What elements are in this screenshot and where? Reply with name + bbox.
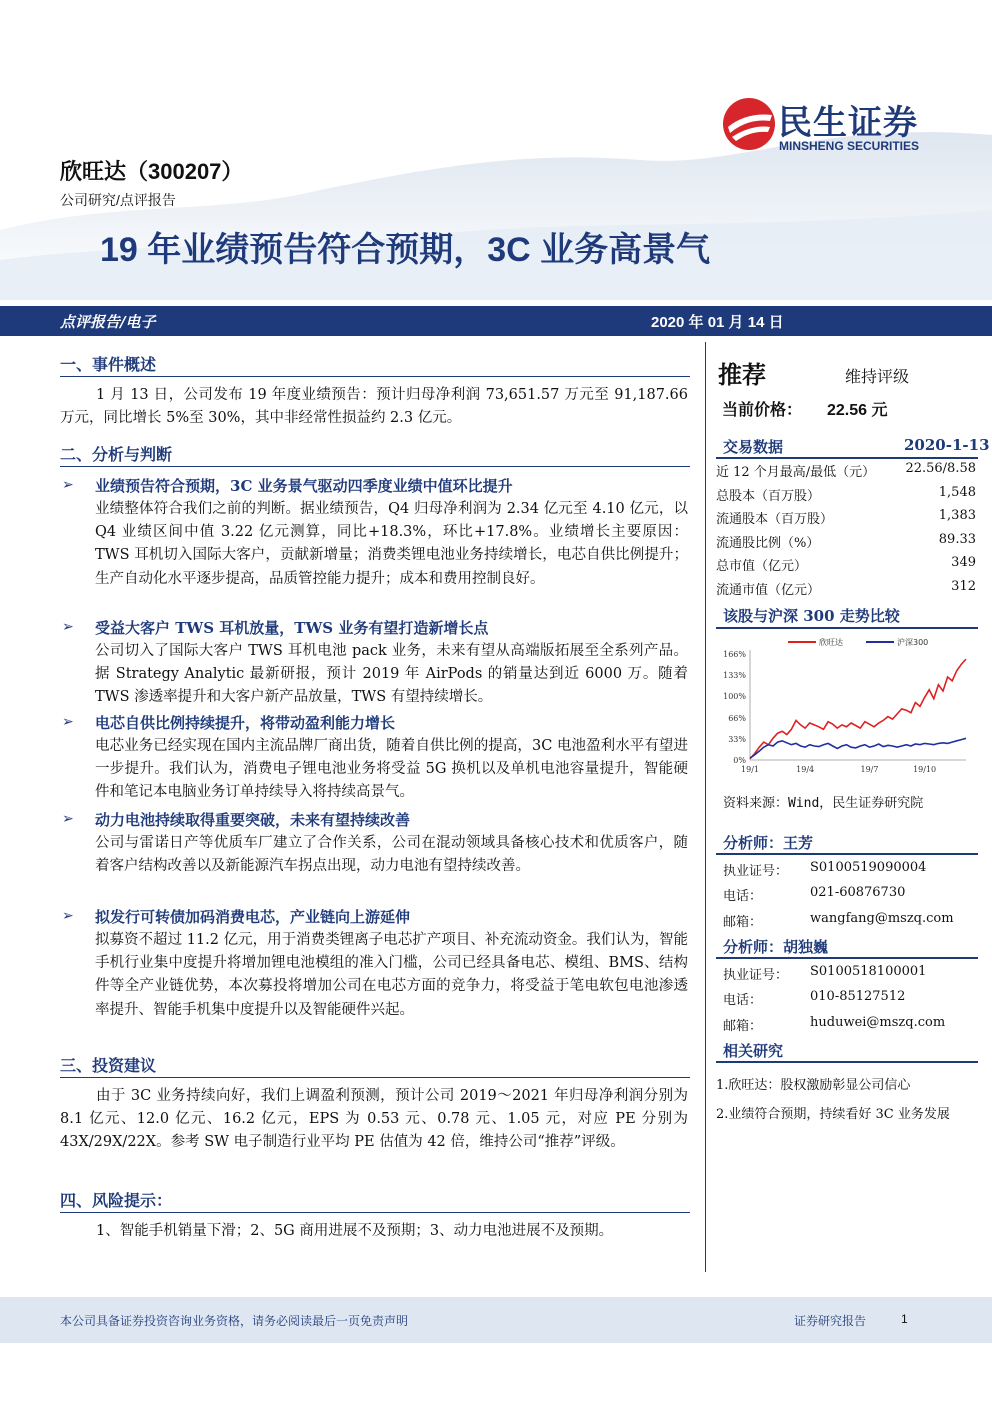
bullet-arrow-icon: ➢ <box>62 811 74 827</box>
bullet-arrow-icon: ➢ <box>62 477 74 493</box>
analysis-item-body: 拟募资不超过 11.2 亿元，用于消费类锂离子电芯扩产项目、补充流动资金。我们认为，智能手机行业集中度提升将增加锂电池模组的准入门槛，公司已经具备电芯、模组、BMS、结构件等全产业链优势，本次募投将增加公司在电芯方面的竞争力，将受益于笔电软包电池渗透率提升、智能手机集中度提升以及智能硬件兴起。 <box>95 932 688 1018</box>
report-headline: 19 年业绩预告符合预期，3C 业务高景气 <box>100 231 711 269</box>
legend-label: 欣旺达 <box>819 638 843 647</box>
rating-status: 维持评级 <box>845 369 910 386</box>
analysis-item-title: 动力电池持续取得重要突破，未来有望持续改善 <box>95 811 411 829</box>
table-row <box>716 485 976 509</box>
trade-data-divider <box>716 457 978 459</box>
x-tick-label: 19/10 <box>913 765 937 774</box>
section-title-4: 四、风险提示： <box>60 1191 173 1210</box>
trend-chart <box>716 632 978 782</box>
row-label: 流通市值（亿元） <box>716 582 821 598</box>
analyst-divider <box>716 853 978 855</box>
investment-paragraph: 由于 3C 业务持续向好，我们上调盈利预测，预计公司 2019～2021 年归母净利润分别为 8.1 亿元、12.0 亿元、16.2 亿元，EPS 为 0.53 元、0.78 元、1.05 元，对应 PE 分别为 43X/29X/22X。参考 SW 电子制造行业平均 PE 估值为 42 倍，维持公司“推荐”评级。 <box>60 1088 688 1151</box>
x-tick-label: 19/4 <box>796 765 815 774</box>
report-type: 公司研究/点评报告 <box>60 192 176 208</box>
section-title-2: 二、分析与判断 <box>60 445 173 464</box>
page-number: 1 <box>901 1312 908 1326</box>
bullet-arrow-icon: ➢ <box>62 714 74 730</box>
section-divider <box>60 466 690 467</box>
analysis-item-title: 电芯自供比例持续提升，将带动盈利能力增长 <box>95 714 396 732</box>
brand-logo <box>722 95 962 157</box>
price-label: 当前价格： <box>722 402 803 419</box>
email-link[interactable]: huduwei@mszq.com <box>810 1015 946 1030</box>
row-label: 执业证号： <box>723 864 789 879</box>
table-row <box>716 579 976 603</box>
analyst-2-title: 分析师：胡独巍 <box>723 938 829 956</box>
row-value: 1,548 <box>938 484 976 500</box>
row-value: 1,383 <box>938 508 976 523</box>
row-label: 近 12 个月最高/最低（元） <box>716 465 876 480</box>
trade-data-table <box>716 461 976 602</box>
price-value: 22.56 元 <box>827 402 888 419</box>
column-divider <box>705 342 706 1272</box>
row-value: S0100518100001 <box>810 964 927 979</box>
bullet-arrow-icon: ➢ <box>62 908 74 924</box>
row-label: 邮箱： <box>723 1019 763 1034</box>
analyst-divider <box>716 957 978 959</box>
logo-emblem-icon <box>722 97 776 151</box>
company-name: 欣旺达（300207） <box>60 159 244 184</box>
related-research-title: 相关研究 <box>723 1042 784 1060</box>
y-tick-label: 100% <box>723 692 746 702</box>
footer-disclaimer: 本公司具备证券投资咨询业务资格，请务必阅读最后一页免责声明 <box>60 1314 409 1328</box>
row-label: 电话： <box>723 993 763 1008</box>
chart-divider <box>716 627 978 629</box>
analysis-item-body: 公司切入了国际大客户 TWS 耳机电池 pack 业务，未来有望从高端版拓展至全系列产品。据 Strategy Analytic 最新研报，预计 2019 年 AirPods 的销量达到近 6000 万。随着 TWS 渗透率提升和大客户新产品放量，TWS 有望持续增长。 <box>95 643 688 706</box>
trade-data-title: 交易数据 <box>723 438 784 456</box>
rating-label: 推荐 <box>718 362 766 389</box>
related-item[interactable]: 2.业绩符合预期，持续看好 3C 业务发展 <box>716 1107 950 1122</box>
analysis-item-title: 业绩预告符合预期，3C 业务景气驱动四季度业绩中值环比提升 <box>95 477 513 495</box>
chart-lines <box>750 659 966 759</box>
footer-report-label: 证券研究报告 <box>794 1314 867 1328</box>
analysis-item-body: 业绩整体符合我们之前的判断。据业绩预告，Q4 归母净利润为 2.34 亿元至 4.10 亿元，以 Q4 业绩区间中值 3.22 亿元测算，同比+18.3%，环比+17.8%。业绩增长主要原因：TWS 耳机切入国际大客户，贡献新增量；消费类锂电池业务持续增长，电芯自供比例提升；生产自动化水平逐步提高，品质管控能力提升；成本和费用控制良好。 <box>95 501 688 587</box>
risk-paragraph: 1、智能手机销量下滑；2、5G 商用进展不及预期；3、动力电池进展不及预期。 <box>96 1223 614 1239</box>
y-tick-label: 66% <box>728 713 746 723</box>
trade-data-date: 2020-1-13 <box>904 436 990 454</box>
section-divider <box>60 376 690 377</box>
analysis-item-title: 拟发行可转债加码消费电芯，产业链向上游延伸 <box>95 908 411 926</box>
chart-source: 资料来源：Wind，民生证券研究院 <box>723 796 924 811</box>
row-value: 021-60876730 <box>810 885 906 900</box>
row-label: 总股本（百万股） <box>716 488 821 504</box>
chart-axes <box>723 650 966 774</box>
section-title-3: 三、投资建议 <box>60 1056 157 1075</box>
row-value: 010-85127512 <box>810 989 906 1004</box>
related-divider <box>716 1061 978 1063</box>
analysis-item-title: 受益大客户 TWS 耳机放量，TWS 业务有望打造新增长点 <box>95 619 489 637</box>
row-label: 总市值（亿元） <box>716 559 808 574</box>
chart-title: 该股与沪深 300 走势比较 <box>723 607 900 625</box>
y-tick-label: 33% <box>728 734 746 744</box>
row-label: 邮箱： <box>723 915 763 930</box>
band-date: 2020 年 01 月 14 日 <box>651 314 784 331</box>
table-row <box>716 508 976 532</box>
row-value: 89.33 <box>938 531 976 547</box>
logo-english-text: MINSHENG SECURITIES <box>779 139 920 153</box>
table-row <box>716 555 976 579</box>
section-title-1: 一、事件概述 <box>60 355 157 374</box>
y-tick-label: 133% <box>723 671 746 681</box>
row-label: 执业证号： <box>723 968 789 983</box>
row-label: 流通股比例（%） <box>716 535 820 551</box>
analyst-1-title: 分析师：王芳 <box>723 834 814 852</box>
x-tick-label: 19/1 <box>741 765 759 774</box>
logo-chinese-text: 民生证券 <box>778 104 918 142</box>
table-row <box>716 461 976 485</box>
row-label: 流通股本（百万股） <box>716 512 834 527</box>
band-category: 点评报告/电子 <box>60 313 156 331</box>
related-item[interactable]: 1.欣旺达：股权激励彰显公司信心 <box>716 1078 911 1093</box>
chart-legend <box>788 637 928 647</box>
section-divider <box>60 1077 690 1078</box>
row-value: 22.56/8.58 <box>905 461 976 476</box>
table-row <box>716 532 976 556</box>
x-tick-label: 19/7 <box>860 765 879 774</box>
row-value: S0100519090004 <box>810 860 927 875</box>
analysis-item-body: 电芯业务已经实现在国内主流品牌厂商出货，随着自供比例的提高，3C 电池盈利水平有望进一步提升。我们认为，消费电子锂电池业务将受益 5G 换机以及单机电池容量提升，智能硬件和笔记本电脑业务订单持续导入将持续高景气。 <box>95 738 688 801</box>
row-value: 312 <box>951 578 976 594</box>
y-tick-label: 0% <box>733 756 746 765</box>
legend-label: 沪深300 <box>897 638 929 647</box>
y-tick-label: 166% <box>723 650 746 659</box>
section-divider <box>60 1212 690 1213</box>
series-line-1 <box>750 738 966 758</box>
series-line-0 <box>750 659 966 759</box>
row-label: 电话： <box>723 889 763 904</box>
row-value: 349 <box>951 555 976 570</box>
event-paragraph: 1 月 13 日，公司发布 19 年度业绩预告：预计归母净利润 73,651.57 万元至 91,187.66 万元，同比增长 5%至 30%，其中非经常性损益约 2.3 亿元。 <box>60 387 688 427</box>
email-link[interactable]: wangfang@mszq.com <box>810 911 954 926</box>
analysis-item-body: 公司与雷诺日产等优质车厂建立了合作关系，公司在混动领域具备核心技术和优质客户，随着客户结构改善以及新能源汽车拐点出现，动力电池有望持续改善。 <box>95 835 688 875</box>
bullet-arrow-icon: ➢ <box>62 619 74 635</box>
